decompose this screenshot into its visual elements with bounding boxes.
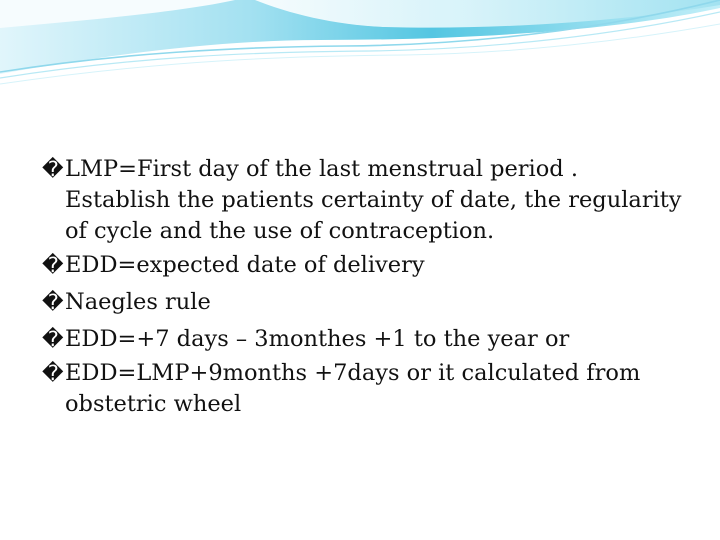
bullet-text: EDD=expected date of delivery — [65, 252, 425, 278]
bullet-marker: � — [42, 361, 64, 385]
bullet-lmp — [42, 154, 682, 247]
bullet-naegles-rule — [42, 284, 682, 321]
bullet-text: LMP=First day of the last menstrual period . Establish the patients certainty of date, the regularity of cycle and the use of contraception. — [65, 156, 682, 244]
content-body — [42, 154, 682, 420]
bullet-text: EDD=LMP+9months +7days or it calculated from obstetric wheel — [65, 360, 641, 417]
bullet-edd-formula-2 — [42, 358, 682, 420]
bullet-edd-definition — [42, 247, 682, 284]
bullet-marker: � — [42, 327, 64, 351]
bullet-edd-formula-1 — [42, 321, 682, 358]
bullet-marker: � — [42, 290, 64, 314]
bullet-marker: � — [42, 253, 64, 277]
header-wave-decoration — [0, 0, 720, 110]
bullet-text: EDD=+7 days – 3monthes +1 to the year or — [65, 326, 570, 352]
bullet-text: Naegles rule — [65, 289, 211, 315]
bullet-marker: � — [42, 157, 64, 181]
